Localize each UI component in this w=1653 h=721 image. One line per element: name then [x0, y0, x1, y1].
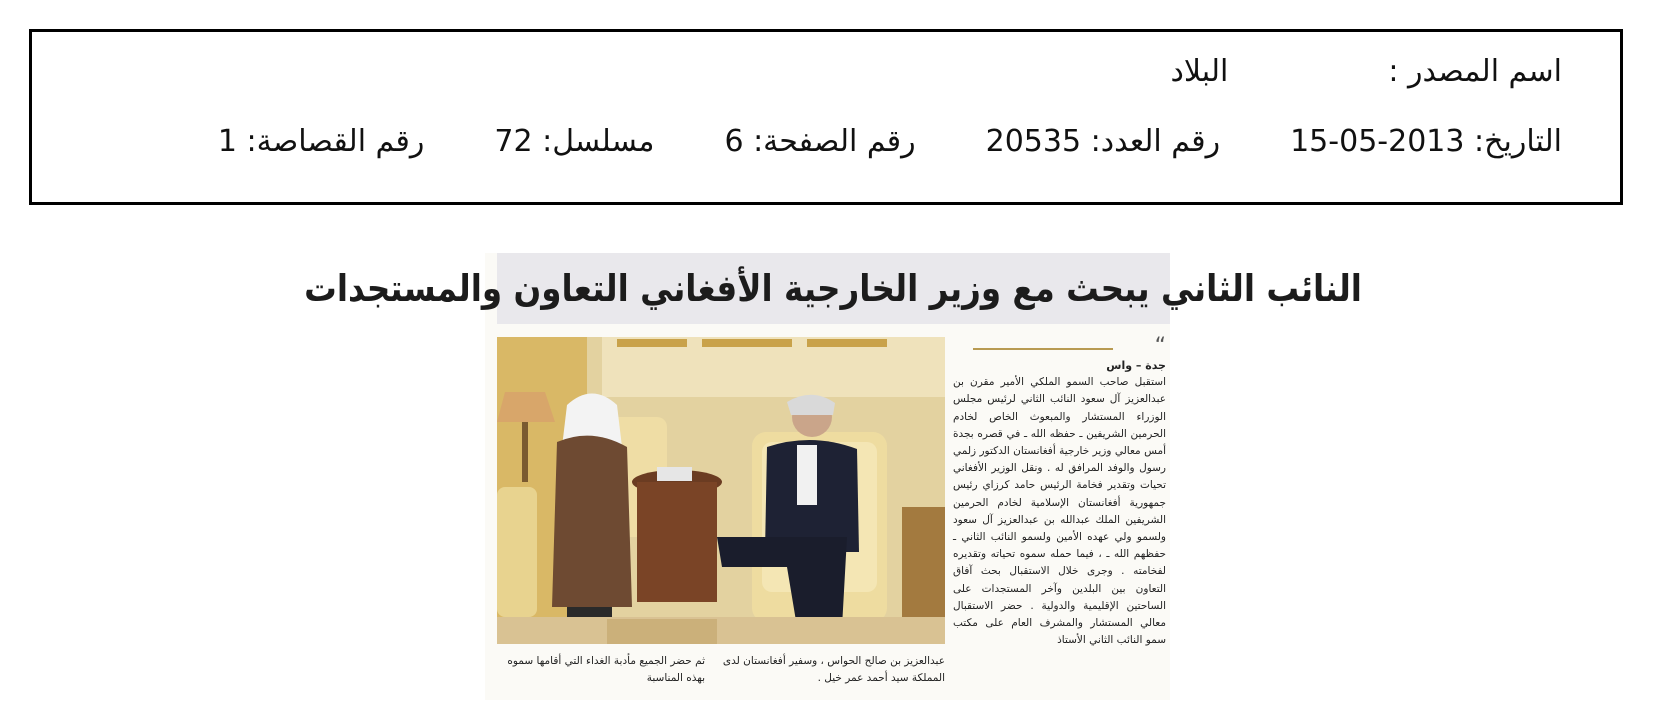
- article-body: استقبل صاحب السمو الملكي الأمير مقرن بن عبدالعزيز آل سعود النائب الثاني لرئيس مجلس الوزراء المستشار والمبعوث الخاص لخادم الحرمين الشريفين ـ حفظه الله ـ في قصره بجدة أمس معالي وزير خارجية أفغانستان الدكتور زلمي رسول والوفد المرافق له . ونقل الوزير الأفغاني تحيات وتقدير فخامة الرئيس حامد كرزاي رئيس جمهورية أفغانستان الإسلامية لخادم الحرمين الشريفين الملك عبدالله بن عبدالعزيز آل سعود ولسمو ولي عهده الأمين ولسمو النائب الثاني ـ حفظهم الله ـ ، فيما حمله سموه تحياته وتقديره لفخامته . وجرى خلال الاستقبال بحث آفاق التعاون بين البلدين وآخر المستجدات على الساحتين الإقليمية والدولية . حضر الاستقبال معالي المستشار والمشرف العام على مكتب سمو النائب الثاني الأستاذ: [953, 376, 1166, 647]
- article-headline: النائب الثاني يبحث مع وزير الخارجية الأفغاني التعاون والمستجدات: [304, 267, 1363, 310]
- headline-bar: [304, 253, 1363, 324]
- issue-number: رقم العدد: 20535: [985, 124, 1221, 159]
- quote-icon: “: [1154, 334, 1166, 359]
- serial-number: مسلسل: 72: [494, 124, 655, 159]
- newspaper-clipping: [304, 253, 1363, 700]
- meeting-photo-illustration: [497, 337, 945, 644]
- source-value: البلاد: [1170, 54, 1229, 89]
- clipping-number: رقم القصاصة: 1: [217, 124, 425, 159]
- decorative-rule: [973, 348, 1113, 350]
- page-number: رقم الصفحة: 6: [724, 124, 916, 159]
- article-continuation-2: ثم حضر الجميع مأدبة الغداء التي أقامها سموه بهذه المناسبة: [507, 655, 705, 684]
- article-photo: [497, 337, 945, 644]
- article-dateline: جدة – واس: [1106, 359, 1166, 372]
- article-column: [953, 334, 1166, 697]
- article-continuation-1: عبدالعزيز بن صالح الحواس ، وسفير أفغانستان لدى المملكة سيد أحمد عمر خيل .: [722, 655, 945, 684]
- date-field: التاريخ: 2013-05-15: [1290, 124, 1562, 159]
- source-label: اسم المصدر :: [1388, 54, 1562, 89]
- details-row: [218, 124, 1562, 159]
- source-row: [1171, 54, 1562, 89]
- metadata-box: [29, 29, 1623, 205]
